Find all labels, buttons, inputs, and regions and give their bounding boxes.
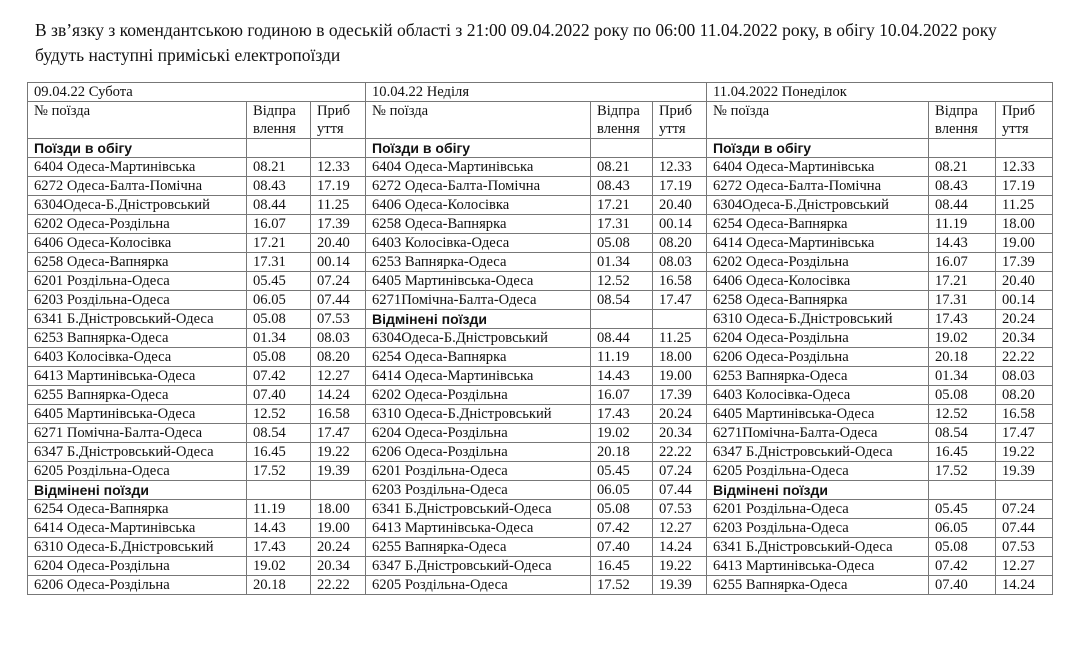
table-row: [28, 329, 1053, 348]
cell-arrival: 12.27: [996, 557, 1053, 576]
cell-arrival: 20.34: [653, 424, 707, 443]
cell-train: 6253 Вапнярка-Одеса: [28, 329, 247, 348]
cell-train: 6271Помічна-Балта-Одеса: [366, 291, 591, 310]
cell-departure: 08.54: [929, 424, 996, 443]
cell-arrival: 08.03: [311, 329, 366, 348]
cell-departure: 16.07: [247, 215, 311, 234]
cell-arrival: 08.03: [653, 253, 707, 272]
cell-departure: 05.45: [591, 462, 653, 481]
cell-departure: 06.05: [247, 291, 311, 310]
cell-departure: 17.52: [591, 576, 653, 595]
cell-arrival: 20.40: [996, 272, 1053, 291]
cell-departure: 17.43: [247, 538, 311, 557]
cell-train: 6205 Роздільна-Одеса: [366, 576, 591, 595]
cell-train: 6405 Мартинівська-Одеса: [707, 405, 929, 424]
cell-train: 6403 Колосівка-Одеса: [28, 348, 247, 367]
cell-arrival: 20.34: [996, 329, 1053, 348]
cell-arrival: 16.58: [311, 405, 366, 424]
cell-train: 6254 Одеса-Вапнярка: [707, 215, 929, 234]
cell-arrival: 07.44: [311, 291, 366, 310]
cell-train: 6403 Колосівка-Одеса: [366, 234, 591, 253]
section-label: Відмінені поїзди: [707, 481, 929, 500]
cell-train: 6258 Одеса-Вапнярка: [366, 215, 591, 234]
cell-train: 6202 Одеса-Роздільна: [366, 386, 591, 405]
cell-arrival: 12.33: [311, 158, 366, 177]
cell-arrival: 14.24: [653, 538, 707, 557]
day-header-row: [28, 83, 1053, 102]
table-row: [28, 386, 1053, 405]
table-row: [28, 557, 1053, 576]
cell-departure: 08.43: [247, 177, 311, 196]
cell-departure: 14.43: [247, 519, 311, 538]
cell-departure: 19.02: [247, 557, 311, 576]
cell-departure: 12.52: [247, 405, 311, 424]
cell-departure: 07.40: [929, 576, 996, 595]
cell-departure: [591, 139, 653, 158]
cell-arrival: 19.39: [996, 462, 1053, 481]
column-header-arrival: Приб уття: [996, 102, 1053, 139]
cell-arrival: [311, 481, 366, 500]
cell-departure: 16.07: [591, 386, 653, 405]
cell-arrival: 12.33: [996, 158, 1053, 177]
cell-arrival: 17.47: [996, 424, 1053, 443]
cell-departure: 08.44: [591, 329, 653, 348]
cell-departure: 05.45: [929, 500, 996, 519]
cell-train: 6253 Вапнярка-Одеса: [707, 367, 929, 386]
day-header: 09.04.22 Субота: [28, 83, 366, 102]
cell-departure: 07.42: [929, 557, 996, 576]
cell-departure: 19.02: [591, 424, 653, 443]
table-row: [28, 215, 1053, 234]
cell-train: 6271 Помічна-Балта-Одеса: [28, 424, 247, 443]
table-row: [28, 177, 1053, 196]
table-row: [28, 462, 1053, 481]
column-header-row: [28, 102, 1053, 139]
cell-arrival: 12.27: [311, 367, 366, 386]
table-row: [28, 348, 1053, 367]
cell-train: 6206 Одеса-Роздільна: [366, 443, 591, 462]
cell-arrival: [996, 481, 1053, 500]
cell-departure: 11.19: [929, 215, 996, 234]
table-row: [28, 405, 1053, 424]
cell-departure: 01.34: [591, 253, 653, 272]
column-header-departure: Відпра влення: [929, 102, 996, 139]
schedule-body: [28, 83, 1053, 595]
cell-departure: 08.43: [929, 177, 996, 196]
section-label: Поїзди в обігу: [707, 139, 929, 158]
cell-arrival: 17.19: [311, 177, 366, 196]
cell-departure: 12.52: [929, 405, 996, 424]
cell-departure: 05.08: [929, 386, 996, 405]
cell-train: 6204 Одеса-Роздільна: [28, 557, 247, 576]
cell-arrival: 20.24: [996, 310, 1053, 329]
column-header-departure: Відпра влення: [247, 102, 311, 139]
cell-train: 6253 Вапнярка-Одеса: [366, 253, 591, 272]
cell-arrival: 19.39: [311, 462, 366, 481]
column-header-train: № поїзда: [366, 102, 591, 139]
cell-arrival: 19.00: [311, 519, 366, 538]
cell-departure: [247, 139, 311, 158]
cell-arrival: 12.33: [653, 158, 707, 177]
cell-train: 6310 Одеса-Б.Дністровський: [28, 538, 247, 557]
cell-arrival: 17.47: [311, 424, 366, 443]
table-row: [28, 481, 1053, 500]
cell-departure: 16.07: [929, 253, 996, 272]
cell-arrival: 08.03: [996, 367, 1053, 386]
cell-train: 6406 Одеса-Колосівка: [366, 196, 591, 215]
cell-departure: 17.43: [591, 405, 653, 424]
cell-arrival: 11.25: [653, 329, 707, 348]
cell-train: 6204 Одеса-Роздільна: [366, 424, 591, 443]
cell-train: 6413 Мартинівська-Одеса: [28, 367, 247, 386]
cell-train: 6341 Б.Дністровський-Одеса: [707, 538, 929, 557]
cell-train: 6272 Одеса-Балта-Помічна: [28, 177, 247, 196]
cell-arrival: 07.24: [653, 462, 707, 481]
cell-train: 6304Одеса-Б.Дністровський: [28, 196, 247, 215]
cell-arrival: 17.19: [653, 177, 707, 196]
cell-arrival: 17.19: [996, 177, 1053, 196]
cell-departure: 14.43: [929, 234, 996, 253]
cell-arrival: 08.20: [653, 234, 707, 253]
cell-train: 6201 Роздільна-Одеса: [366, 462, 591, 481]
cell-arrival: [311, 139, 366, 158]
table-row: [28, 443, 1053, 462]
table-row: [28, 253, 1053, 272]
notice-title: В зв’язку з комендантською годиною в одеській області з 21:00 09.04.2022 року по 06:00 11.04.2022 року, в обігу 10.04.2022 року будуть наступні приміські електропоїзди: [35, 20, 997, 65]
cell-train: 6310 Одеса-Б.Дністровський: [366, 405, 591, 424]
cell-departure: 07.40: [591, 538, 653, 557]
cell-train: 6272 Одеса-Балта-Помічна: [366, 177, 591, 196]
cell-departure: 07.42: [247, 367, 311, 386]
cell-train: 6206 Одеса-Роздільна: [707, 348, 929, 367]
cell-departure: [591, 310, 653, 329]
table-row: [28, 500, 1053, 519]
cell-departure: 17.31: [929, 291, 996, 310]
cell-departure: 16.45: [591, 557, 653, 576]
cell-departure: 20.18: [929, 348, 996, 367]
cell-arrival: 19.22: [311, 443, 366, 462]
cell-departure: 16.45: [247, 443, 311, 462]
section-label: Відмінені поїзди: [28, 481, 247, 500]
cell-train: 6304Одеса-Б.Дністровський: [366, 329, 591, 348]
cell-train: 6413 Мартинівська-Одеса: [707, 557, 929, 576]
cell-arrival: 08.20: [311, 348, 366, 367]
table-row: [28, 367, 1053, 386]
day-header: 11.04.2022 Понеділок: [707, 83, 1053, 102]
cell-arrival: 17.39: [996, 253, 1053, 272]
cell-train: 6201 Роздільна-Одеса: [707, 500, 929, 519]
cell-arrival: 00.14: [653, 215, 707, 234]
cell-arrival: 07.44: [653, 481, 707, 500]
cell-departure: 14.43: [591, 367, 653, 386]
cell-arrival: 19.22: [996, 443, 1053, 462]
cell-arrival: 22.22: [996, 348, 1053, 367]
cell-train: 6341 Б.Дністровський-Одеса: [366, 500, 591, 519]
cell-departure: 07.42: [591, 519, 653, 538]
cell-arrival: 11.25: [996, 196, 1053, 215]
cell-train: 6404 Одеса-Мартинівська: [28, 158, 247, 177]
column-header-train: № поїзда: [28, 102, 247, 139]
cell-train: 6255 Вапнярка-Одеса: [707, 576, 929, 595]
cell-train: 6405 Мартинівська-Одеса: [366, 272, 591, 291]
cell-train: 6347 Б.Дністровський-Одеса: [707, 443, 929, 462]
table-row: [28, 234, 1053, 253]
cell-departure: 01.34: [929, 367, 996, 386]
cell-train: 6202 Одеса-Роздільна: [28, 215, 247, 234]
cell-train: 6255 Вапнярка-Одеса: [28, 386, 247, 405]
cell-train: 6255 Вапнярка-Одеса: [366, 538, 591, 557]
cell-train: 6205 Роздільна-Одеса: [28, 462, 247, 481]
cell-arrival: 08.20: [996, 386, 1053, 405]
cell-arrival: 11.25: [311, 196, 366, 215]
cell-train: 6202 Одеса-Роздільна: [707, 253, 929, 272]
cell-train: 6413 Мартинівська-Одеса: [366, 519, 591, 538]
cell-departure: 17.31: [591, 215, 653, 234]
cell-arrival: 07.53: [311, 310, 366, 329]
cell-train: 6271Помічна-Балта-Одеса: [707, 424, 929, 443]
cell-departure: 08.54: [591, 291, 653, 310]
cell-departure: 05.08: [247, 310, 311, 329]
cell-departure: 01.34: [247, 329, 311, 348]
cell-train: 6404 Одеса-Мартинівська: [366, 158, 591, 177]
cell-arrival: [653, 310, 707, 329]
cell-departure: [929, 139, 996, 158]
cell-arrival: 22.22: [653, 443, 707, 462]
cell-arrival: 14.24: [311, 386, 366, 405]
cell-departure: 17.52: [929, 462, 996, 481]
table-row: [28, 576, 1053, 595]
cell-arrival: 20.40: [653, 196, 707, 215]
cell-departure: 08.44: [247, 196, 311, 215]
cell-arrival: [996, 139, 1053, 158]
table-row: [28, 196, 1053, 215]
table-row: [28, 519, 1053, 538]
cell-departure: 05.08: [929, 538, 996, 557]
cell-departure: 07.40: [247, 386, 311, 405]
cell-arrival: 20.40: [311, 234, 366, 253]
cell-arrival: 20.24: [653, 405, 707, 424]
cell-train: 6404 Одеса-Мартинівська: [707, 158, 929, 177]
cell-departure: 20.18: [591, 443, 653, 462]
cell-arrival: 12.27: [653, 519, 707, 538]
cell-departure: 12.52: [591, 272, 653, 291]
cell-departure: 08.21: [929, 158, 996, 177]
cell-departure: 11.19: [591, 348, 653, 367]
section-label: Поїзди в обігу: [366, 139, 591, 158]
cell-arrival: 17.39: [653, 386, 707, 405]
cell-train: 6204 Одеса-Роздільна: [707, 329, 929, 348]
cell-train: 6258 Одеса-Вапнярка: [28, 253, 247, 272]
cell-arrival: 07.24: [311, 272, 366, 291]
cell-train: 6205 Роздільна-Одеса: [707, 462, 929, 481]
cell-train: 6406 Одеса-Колосівка: [707, 272, 929, 291]
cell-train: 6405 Мартинівська-Одеса: [28, 405, 247, 424]
cell-arrival: 18.00: [311, 500, 366, 519]
cell-departure: 20.18: [247, 576, 311, 595]
table-row: [28, 158, 1053, 177]
cell-arrival: [653, 139, 707, 158]
table-row: [28, 310, 1053, 329]
column-header-departure: Відпра влення: [591, 102, 653, 139]
cell-train: 6403 Колосівка-Одеса: [707, 386, 929, 405]
cell-departure: 17.21: [247, 234, 311, 253]
train-schedule-table: [27, 82, 1053, 595]
cell-arrival: 07.44: [996, 519, 1053, 538]
column-header-arrival: Приб уття: [653, 102, 707, 139]
cell-arrival: 07.24: [996, 500, 1053, 519]
cell-arrival: 14.24: [996, 576, 1053, 595]
cell-arrival: 19.00: [653, 367, 707, 386]
cell-departure: 05.08: [591, 500, 653, 519]
cell-departure: 06.05: [591, 481, 653, 500]
cell-arrival: 16.58: [653, 272, 707, 291]
section-label: Відмінені поїзди: [366, 310, 591, 329]
cell-departure: 08.21: [591, 158, 653, 177]
cell-departure: 19.02: [929, 329, 996, 348]
cell-departure: 17.21: [591, 196, 653, 215]
cell-arrival: 19.39: [653, 576, 707, 595]
cell-train: 6406 Одеса-Колосівка: [28, 234, 247, 253]
cell-departure: 08.54: [247, 424, 311, 443]
cell-train: 6310 Одеса-Б.Дністровський: [707, 310, 929, 329]
cell-arrival: 07.53: [653, 500, 707, 519]
table-row: [28, 291, 1053, 310]
cell-departure: 05.08: [591, 234, 653, 253]
cell-arrival: 20.24: [311, 538, 366, 557]
cell-departure: 05.08: [247, 348, 311, 367]
cell-arrival: 19.22: [653, 557, 707, 576]
cell-departure: 17.31: [247, 253, 311, 272]
cell-train: 6206 Одеса-Роздільна: [28, 576, 247, 595]
cell-departure: 17.52: [247, 462, 311, 481]
table-row: [28, 538, 1053, 557]
cell-arrival: 00.14: [996, 291, 1053, 310]
cell-departure: [929, 481, 996, 500]
cell-arrival: 17.39: [311, 215, 366, 234]
cell-train: 6347 Б.Дністровський-Одеса: [366, 557, 591, 576]
cell-train: 6254 Одеса-Вапнярка: [28, 500, 247, 519]
cell-train: 6414 Одеса-Мартинівська: [28, 519, 247, 538]
cell-arrival: 17.47: [653, 291, 707, 310]
cell-train: 6201 Роздільна-Одеса: [28, 272, 247, 291]
cell-train: 6304Одеса-Б.Дністровський: [707, 196, 929, 215]
cell-train: 6203 Роздільна-Одеса: [366, 481, 591, 500]
cell-arrival: 16.58: [996, 405, 1053, 424]
day-header: 10.04.22 Неділя: [366, 83, 707, 102]
cell-departure: 11.19: [247, 500, 311, 519]
cell-train: 6347 Б.Дністровський-Одеса: [28, 443, 247, 462]
cell-train: 6203 Роздільна-Одеса: [707, 519, 929, 538]
cell-departure: 08.21: [247, 158, 311, 177]
cell-departure: 06.05: [929, 519, 996, 538]
cell-arrival: 18.00: [996, 215, 1053, 234]
cell-train: 6272 Одеса-Балта-Помічна: [707, 177, 929, 196]
cell-departure: 17.21: [929, 272, 996, 291]
cell-train: 6258 Одеса-Вапнярка: [707, 291, 929, 310]
cell-arrival: 20.34: [311, 557, 366, 576]
section-label: Поїзди в обігу: [28, 139, 247, 158]
cell-departure: 08.44: [929, 196, 996, 215]
cell-arrival: 07.53: [996, 538, 1053, 557]
cell-arrival: 00.14: [311, 253, 366, 272]
table-row: [28, 272, 1053, 291]
cell-departure: [247, 481, 311, 500]
table-row: [28, 139, 1053, 158]
cell-arrival: 18.00: [653, 348, 707, 367]
cell-departure: 08.43: [591, 177, 653, 196]
cell-train: 6203 Роздільна-Одеса: [28, 291, 247, 310]
table-row: [28, 424, 1053, 443]
column-header-train: № поїзда: [707, 102, 929, 139]
column-header-arrival: Приб уття: [311, 102, 366, 139]
cell-train: 6414 Одеса-Мартинівська: [707, 234, 929, 253]
cell-arrival: 19.00: [996, 234, 1053, 253]
cell-departure: 16.45: [929, 443, 996, 462]
cell-arrival: 22.22: [311, 576, 366, 595]
cell-train: 6341 Б.Дністровський-Одеса: [28, 310, 247, 329]
cell-train: 6414 Одеса-Мартинівська: [366, 367, 591, 386]
cell-departure: 17.43: [929, 310, 996, 329]
cell-departure: 05.45: [247, 272, 311, 291]
cell-train: 6254 Одеса-Вапнярка: [366, 348, 591, 367]
